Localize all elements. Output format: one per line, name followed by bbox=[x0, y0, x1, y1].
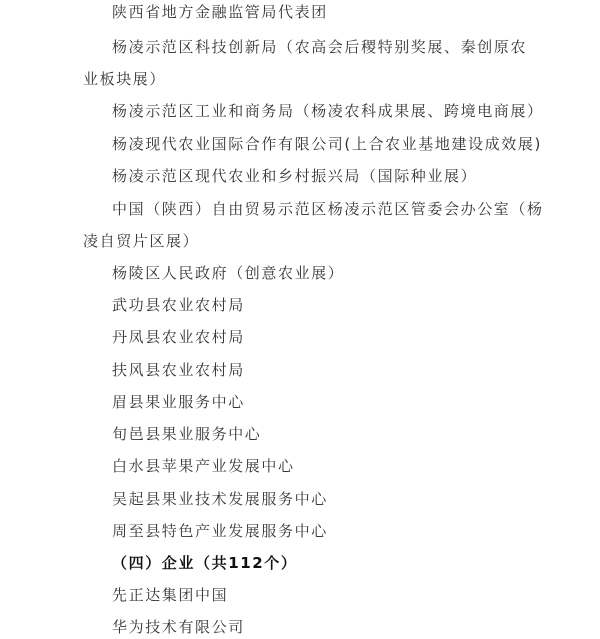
list-item: 扶风县农业农村局 bbox=[112, 361, 245, 379]
list-item: 中国（陕西）自由贸易示范区杨凌示范区管委会办公室（杨 bbox=[112, 200, 544, 218]
list-item: 武功县农业农村局 bbox=[112, 296, 245, 314]
list-item: 杨凌现代农业国际合作有限公司(上合农业基地建设成效展) bbox=[112, 135, 542, 153]
list-item: 吴起县果业技术发展服务中心 bbox=[112, 490, 328, 508]
list-item-continuation: 凌自贸片区展） bbox=[83, 232, 200, 250]
list-item: 眉县果业服务中心 bbox=[112, 393, 245, 411]
list-item: 杨凌示范区工业和商务局（杨凌农科成果展、跨境电商展） bbox=[112, 102, 544, 120]
list-item: 杨凌示范区科技创新局（农高会后稷特别奖展、秦创原农 bbox=[112, 38, 528, 56]
section-heading: （四）企业（共112个） bbox=[112, 554, 298, 572]
list-item: 杨凌示范区现代农业和乡村振兴局（国际种业展） bbox=[112, 167, 478, 185]
list-item-continuation: 业板块展） bbox=[83, 70, 167, 88]
list-item: 旬邑县果业服务中心 bbox=[112, 425, 262, 443]
list-item: 丹凤县农业农村局 bbox=[112, 328, 245, 346]
list-item: 杨陵区人民政府（创意农业展） bbox=[112, 264, 345, 282]
list-item: 先正达集团中国 bbox=[112, 586, 229, 604]
list-item: 华为技术有限公司 bbox=[112, 618, 245, 636]
list-item: 白水县苹果产业发展中心 bbox=[112, 457, 295, 475]
list-item: 陕西省地方金融监管局代表团 bbox=[112, 3, 328, 21]
list-item: 周至县特色产业发展服务中心 bbox=[112, 522, 328, 540]
